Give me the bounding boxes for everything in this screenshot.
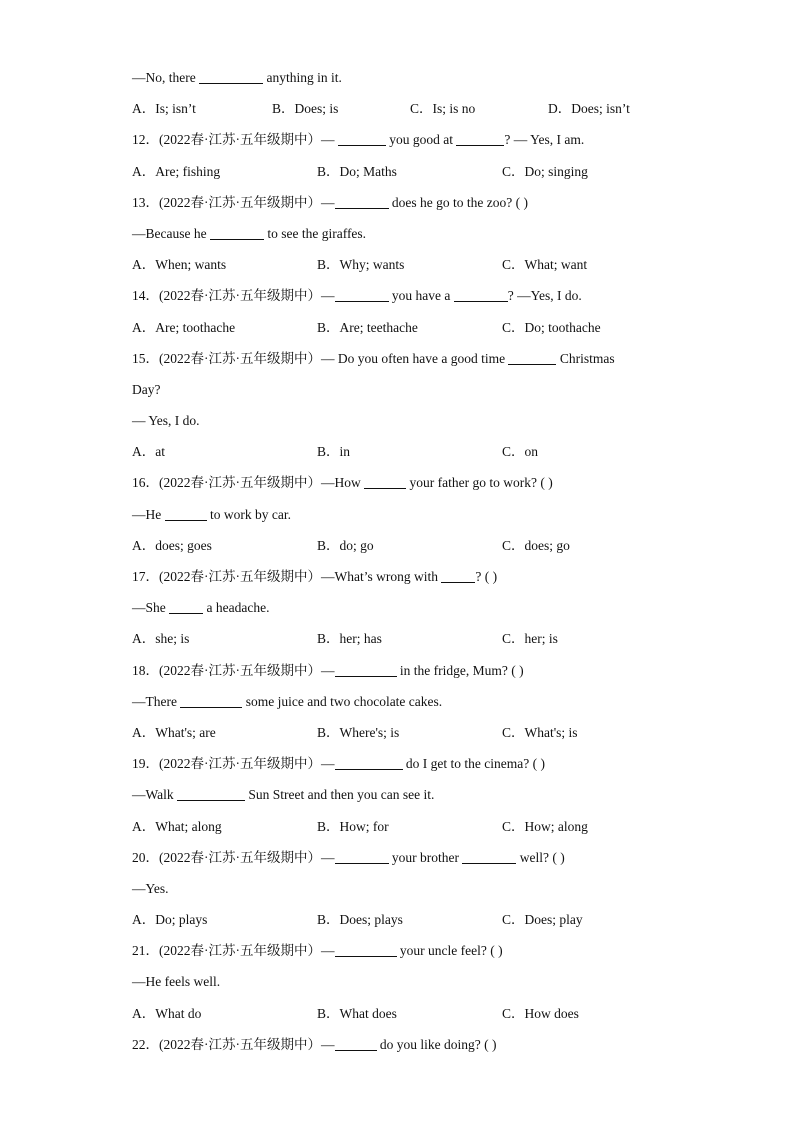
line-text: anything in it.	[263, 70, 342, 85]
q12-options	[132, 156, 692, 187]
option-a[interactable]: A．When; wants	[132, 257, 227, 273]
q22-stem	[132, 1029, 692, 1060]
answer-blank[interactable]	[456, 132, 504, 146]
answer-blank[interactable]	[508, 351, 556, 365]
option-a[interactable]: A．at	[132, 444, 165, 460]
q14-stem	[132, 280, 692, 311]
line-text: your uncle feel? ( )	[396, 943, 503, 959]
line-text: 16．(2022春·江苏·五年级期中）—How	[132, 475, 365, 491]
answer-blank[interactable]	[199, 70, 263, 84]
line-text: — Yes, I do.	[132, 413, 200, 429]
q18-dialogue-2	[132, 686, 692, 717]
q20-stem	[132, 842, 692, 873]
line-text: 19．(2022春·江苏·五年级期中）—	[132, 756, 335, 772]
answer-blank[interactable]	[335, 663, 397, 677]
line-text: you have a	[388, 288, 454, 304]
q15-dialogue-2	[132, 405, 692, 436]
answer-blank[interactable]	[441, 569, 475, 583]
option-b[interactable]: B．Do; Maths	[317, 163, 397, 179]
q15-stem	[132, 343, 692, 374]
q19-dialogue-2	[132, 779, 692, 810]
option-a[interactable]: A．Are; fishing	[132, 163, 221, 179]
option-b[interactable]: B．do; go	[317, 537, 374, 553]
option-c[interactable]: C．How does	[502, 1005, 579, 1021]
line-text: well? ( )	[516, 849, 565, 865]
answer-blank[interactable]	[335, 1037, 377, 1051]
line-text: —She	[132, 600, 170, 616]
option-b[interactable]: B．Where's; is	[317, 724, 400, 740]
q13-stem	[132, 187, 692, 218]
line-text: Day?	[132, 381, 161, 397]
line-text: do I get to the cinema? ( )	[402, 756, 545, 772]
answer-blank[interactable]	[364, 475, 406, 489]
q21-dialogue-2	[132, 966, 692, 997]
line-text: Christmas	[556, 350, 615, 366]
line-text: to see the giraffes.	[263, 225, 367, 241]
option-a[interactable]: A．does; goes	[132, 537, 212, 553]
option-a[interactable]: A．What's; are	[132, 724, 216, 740]
option-c[interactable]: C．Does; play	[502, 912, 583, 928]
line-text: your father go to work? ( )	[406, 475, 553, 491]
line-text: 13．(2022春·江苏·五年级期中）—	[132, 194, 335, 210]
q20-dialogue-2	[132, 873, 692, 904]
option-b[interactable]: B．Are; teethache	[317, 319, 418, 335]
option-b[interactable]: B．What does	[317, 1005, 397, 1021]
option-a[interactable]: A．Are; toothache	[132, 319, 236, 335]
option-c[interactable]: C．Do; toothache	[502, 319, 601, 335]
answer-blank[interactable]	[462, 850, 516, 864]
line-text: 20．(2022春·江苏·五年级期中）—	[132, 849, 335, 865]
q18-options	[132, 717, 692, 748]
q14-options	[132, 312, 692, 343]
line-text: to work by car.	[206, 506, 291, 522]
line-text: some juice and two chocolate cakes.	[242, 693, 443, 709]
line-text: 18．(2022春·江苏·五年级期中）—	[132, 662, 335, 678]
answer-blank[interactable]	[210, 226, 264, 240]
line-text: —Yes.	[132, 880, 169, 896]
answer-blank[interactable]	[180, 694, 242, 708]
answer-blank[interactable]	[335, 288, 389, 302]
line-text: —There	[132, 693, 181, 709]
q21-stem	[132, 935, 692, 966]
q17-stem	[132, 561, 692, 592]
option-c[interactable]: C．does; go	[502, 537, 570, 553]
q11-options	[132, 93, 692, 124]
option-c[interactable]: C．What; want	[502, 257, 588, 273]
q21-options	[132, 998, 692, 1029]
line-text: do you like doing? ( )	[376, 1036, 497, 1052]
option-c[interactable]: C．her; is	[502, 631, 558, 647]
answer-blank[interactable]	[169, 600, 203, 614]
option-c[interactable]: C．Is; is no	[410, 101, 476, 117]
option-c[interactable]: C．on	[502, 444, 539, 460]
line-text: 14．(2022春·江苏·五年级期中）—	[132, 288, 335, 304]
q20-options	[132, 904, 692, 935]
line-text: Sun Street and then you can see it.	[245, 787, 435, 803]
q15-stem-cont	[132, 374, 692, 405]
answer-blank[interactable]	[177, 787, 245, 801]
option-b[interactable]: B．Does; is	[272, 101, 339, 117]
q19-options	[132, 811, 692, 842]
line-text: your brother	[388, 849, 463, 865]
line-text: does he go to the zoo? ( )	[388, 194, 528, 210]
answer-blank[interactable]	[454, 288, 508, 302]
option-b[interactable]: B．Why; wants	[317, 257, 405, 273]
option-b[interactable]: B．How; for	[317, 818, 389, 834]
option-a[interactable]: A．What do	[132, 1005, 202, 1021]
q11-dialogue-2	[132, 62, 692, 93]
line-text: —Because he	[132, 225, 210, 241]
answer-blank[interactable]	[335, 756, 403, 770]
line-text: ? —Yes, I do.	[507, 288, 582, 304]
option-a[interactable]: A．What; along	[132, 818, 222, 834]
line-text: 12．(2022春·江苏·五年级期中）—	[132, 132, 338, 148]
line-text: —Walk	[132, 787, 178, 803]
line-text: —He	[132, 506, 165, 522]
answer-blank[interactable]	[165, 507, 207, 521]
q17-dialogue-2	[132, 592, 692, 623]
line-text: 17．(2022春·江苏·五年级期中）—What’s wrong with	[132, 569, 442, 584]
line-text: 21．(2022春·江苏·五年级期中）—	[132, 943, 335, 959]
option-c[interactable]: C．What's; is	[502, 724, 578, 740]
q16-options	[132, 530, 692, 561]
line-text: ? — Yes, I am.	[504, 132, 585, 148]
line-text: a headache.	[203, 600, 270, 616]
option-c[interactable]: C．Do; singing	[502, 163, 588, 179]
line-text: —He feels well.	[132, 974, 221, 990]
q12-stem	[132, 124, 692, 155]
q16-dialogue-2	[132, 499, 692, 530]
q17-options	[132, 623, 692, 654]
option-a[interactable]: A．Do; plays	[132, 912, 208, 928]
line-text: —No, there	[132, 70, 200, 85]
line-text: in the fridge, Mum? ( )	[396, 662, 524, 678]
q19-stem	[132, 748, 692, 779]
answer-blank[interactable]	[338, 132, 386, 146]
line-text: ? ( )	[475, 569, 498, 584]
line-text: you good at	[385, 132, 457, 148]
option-a[interactable]: A．she; is	[132, 631, 190, 647]
line-text: 22．(2022春·江苏·五年级期中）—	[132, 1036, 335, 1052]
answer-blank[interactable]	[335, 195, 389, 209]
option-b[interactable]: B．her; has	[317, 631, 382, 647]
q18-stem	[132, 655, 692, 686]
line-text: 15．(2022春·江苏·五年级期中）— Do you often have a good time	[132, 350, 509, 366]
option-d[interactable]: D．Does; isn’t	[548, 101, 630, 117]
option-b[interactable]: B．in	[317, 444, 351, 460]
option-b[interactable]: B．Does; plays	[317, 912, 403, 928]
answer-blank[interactable]	[335, 943, 397, 957]
option-c[interactable]: C．How; along	[502, 818, 588, 834]
q15-options	[132, 436, 692, 467]
option-a[interactable]: A．Is; isn’t	[132, 101, 196, 117]
q13-dialogue-2	[132, 218, 692, 249]
q16-stem	[132, 467, 692, 498]
worksheet-page	[132, 62, 692, 1060]
q13-options	[132, 249, 692, 280]
answer-blank[interactable]	[335, 850, 389, 864]
